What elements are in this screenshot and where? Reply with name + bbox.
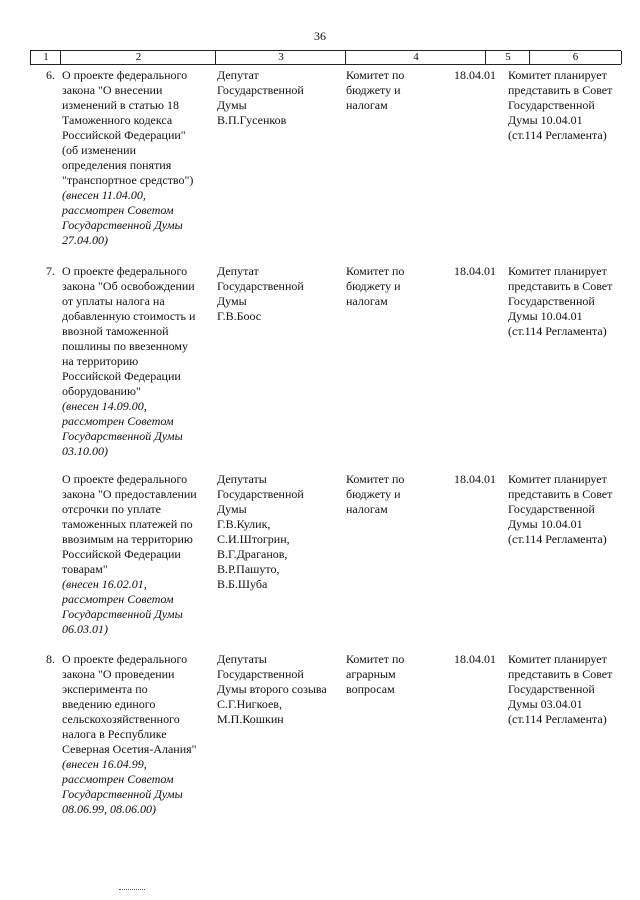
plan-line: Государственной xyxy=(508,294,595,308)
author-line: Депутат xyxy=(217,68,259,82)
plan-line: представить в Совет xyxy=(508,487,613,501)
table-header-row xyxy=(30,50,621,65)
column-header-committee: 4 xyxy=(345,51,486,64)
committee-line: бюджету и xyxy=(346,279,401,293)
bill-note-line: (внесен 16.02.01, xyxy=(62,577,147,591)
author-line: Думы xyxy=(217,98,247,112)
committee-cell xyxy=(346,68,446,113)
plan-line: (ст.114 Регламента) xyxy=(508,712,607,726)
bill-title-line: товарам" xyxy=(62,562,108,576)
committee-line: аграрным xyxy=(346,667,396,681)
page-number: 36 xyxy=(314,29,326,43)
plan-line: Думы 10.04.01 xyxy=(508,309,583,323)
plan-line: представить в Совет xyxy=(508,279,613,293)
column-header-date: 5 xyxy=(485,51,530,64)
bill-title-line: Российской Федерации xyxy=(62,369,181,383)
author-line: С.И.Штогрин, xyxy=(217,532,290,546)
date-cell: 18.04.01 xyxy=(454,472,496,486)
plan-line: Думы 10.04.01 xyxy=(508,113,583,127)
bill-title-cell xyxy=(62,472,212,637)
author-line: Государственной xyxy=(217,487,304,501)
plan-cell xyxy=(508,472,623,547)
bill-note-line: рассмотрен Советом xyxy=(62,414,174,428)
author-line: Депутат xyxy=(217,264,259,278)
author-line: Думы xyxy=(217,502,247,516)
author-line: Государственной xyxy=(217,279,304,293)
bill-note-line: (внесен 16.04.99, xyxy=(62,757,147,771)
plan-line: Государственной xyxy=(508,98,595,112)
column-header-number: 1 xyxy=(30,51,61,64)
bill-title-line: сельскохозяйственного xyxy=(62,712,180,726)
author-line: Депутаты xyxy=(217,472,267,486)
plan-cell xyxy=(508,652,623,727)
date-cell: 18.04.01 xyxy=(454,264,496,278)
author-line: Г.В.Боос xyxy=(217,309,262,323)
committee-line: вопросам xyxy=(346,682,395,696)
bill-note-line: рассмотрен Советом xyxy=(62,592,174,606)
bill-note-line: 27.04.00) xyxy=(62,233,108,247)
bill-note-line: Государственной Думы xyxy=(62,429,183,443)
column-header-title: 2 xyxy=(60,51,216,64)
plan-line: (ст.114 Регламента) xyxy=(508,324,607,338)
committee-line: налогам xyxy=(346,98,388,112)
bill-title-line: Российской Федерации" xyxy=(62,128,186,142)
bill-title-cell xyxy=(62,68,212,248)
row-number: 6. xyxy=(46,68,55,82)
author-line: Думы второго созыва xyxy=(217,682,327,696)
plan-line: Комитет планирует xyxy=(508,472,607,486)
bill-title-line: эксперимента по xyxy=(62,682,148,696)
bill-title-line: (об изменении xyxy=(62,143,137,157)
bill-note-line: (внесен 14.09.00, xyxy=(62,399,147,413)
plan-line: Комитет планирует xyxy=(508,652,607,666)
bill-title-line: от уплаты налога на xyxy=(62,294,165,308)
author-line: Думы xyxy=(217,294,247,308)
bill-title-line: Таможенного кодекса xyxy=(62,113,173,127)
bill-title-line: О проекте федерального xyxy=(62,652,188,666)
bill-title-line: ввозимым на территорию xyxy=(62,532,193,546)
bill-note-line: Государственной Думы xyxy=(62,787,183,801)
bill-note-line: 06.03.01) xyxy=(62,622,108,636)
author-cell xyxy=(217,68,342,128)
committee-cell xyxy=(346,264,446,309)
bill-title-line: введению единого xyxy=(62,697,156,711)
bill-title-line: закона "Об освобождении xyxy=(62,279,195,293)
bill-title-cell xyxy=(62,652,212,817)
plan-cell xyxy=(508,68,623,143)
date-cell: 18.04.01 xyxy=(454,652,496,666)
author-line: Депутаты xyxy=(217,652,267,666)
committee-line: налогам xyxy=(346,294,388,308)
bill-note-line: рассмотрен Советом xyxy=(62,772,174,786)
bill-note-line: Государственной Думы xyxy=(62,607,183,621)
committee-line: налогам xyxy=(346,502,388,516)
bill-title-cell xyxy=(62,264,212,459)
author-line: Государственной xyxy=(217,83,304,97)
author-line: Государственной xyxy=(217,667,304,681)
plan-line: Думы 10.04.01 xyxy=(508,517,583,531)
plan-line: (ст.114 Регламента) xyxy=(508,128,607,142)
row-number: 8. xyxy=(46,652,55,666)
plan-line: представить в Совет xyxy=(508,83,613,97)
bill-note-line: 08.06.99, 08.06.00) xyxy=(62,802,156,816)
plan-line: Комитет планирует xyxy=(508,68,607,82)
plan-line: Думы 03.04.01 xyxy=(508,697,583,711)
bill-title-line: "транспортное средство") xyxy=(62,173,194,187)
committee-line: Комитет по xyxy=(346,652,405,666)
bill-title-line: определения понятия xyxy=(62,158,172,172)
plan-line: Комитет планирует xyxy=(508,264,607,278)
author-line: В.Г.Драганов, xyxy=(217,547,288,561)
author-line: В.П.Гусенков xyxy=(217,113,287,127)
plan-line: (ст.114 Регламента) xyxy=(508,532,607,546)
bill-title-line: пошлины по ввезенному xyxy=(62,339,188,353)
date-cell: 18.04.01 xyxy=(454,68,496,82)
bill-title-line: Российской Федерации xyxy=(62,547,181,561)
bill-note-line: 03.10.00) xyxy=(62,444,108,458)
bill-title-line: отсрочки по уплате xyxy=(62,502,161,516)
bill-title-line: Северная Осетия-Алания" xyxy=(62,742,197,756)
author-line: С.Г.Нигкоев, xyxy=(217,697,282,711)
plan-line: представить в Совет xyxy=(508,667,613,681)
bill-note-line: (внесен 11.04.00, xyxy=(62,188,146,202)
committee-cell xyxy=(346,652,446,697)
bill-title-line: оборудованию" xyxy=(62,384,141,398)
plan-cell xyxy=(508,264,623,339)
committee-line: бюджету и xyxy=(346,83,401,97)
committee-cell xyxy=(346,472,446,517)
committee-line: Комитет по xyxy=(346,68,405,82)
bill-title-line: О проекте федерального xyxy=(62,264,188,278)
bill-note-line: Государственной Думы xyxy=(62,218,183,232)
committee-line: Комитет по xyxy=(346,472,405,486)
author-line: В.Р.Пашуто, xyxy=(217,562,280,576)
plan-line: Государственной xyxy=(508,682,595,696)
bill-title-line: О проекте федерального xyxy=(62,472,188,486)
bill-title-line: ввозной таможенной xyxy=(62,324,169,338)
author-cell xyxy=(217,652,342,727)
bill-title-line: налога в Республике xyxy=(62,727,167,741)
bill-note-line: рассмотрен Советом xyxy=(62,203,174,217)
bill-title-line: О проекте федерального xyxy=(62,68,188,82)
bill-title-line: добавленную стоимость и xyxy=(62,309,196,323)
author-cell xyxy=(217,472,342,592)
column-header-plan: 6 xyxy=(529,51,622,64)
bill-title-line: закона "О проведении xyxy=(62,667,175,681)
footer-dotted-mark xyxy=(119,889,145,890)
author-line: В.Б.Шуба xyxy=(217,577,268,591)
bill-title-line: изменений в статью 18 xyxy=(62,98,180,112)
bill-title-line: таможенных платежей по xyxy=(62,517,193,531)
bill-title-line: закона "О предоставлении xyxy=(62,487,197,501)
author-line: Г.В.Кулик, xyxy=(217,517,271,531)
author-cell xyxy=(217,264,342,324)
committee-line: бюджету и xyxy=(346,487,401,501)
author-line: М.П.Кошкин xyxy=(217,712,284,726)
plan-line: Государственной xyxy=(508,502,595,516)
committee-line: Комитет по xyxy=(346,264,405,278)
bill-title-line: закона "О внесении xyxy=(62,83,163,97)
row-number: 7. xyxy=(46,264,55,278)
column-header-author: 3 xyxy=(215,51,346,64)
bill-title-line: на территорию xyxy=(62,354,139,368)
